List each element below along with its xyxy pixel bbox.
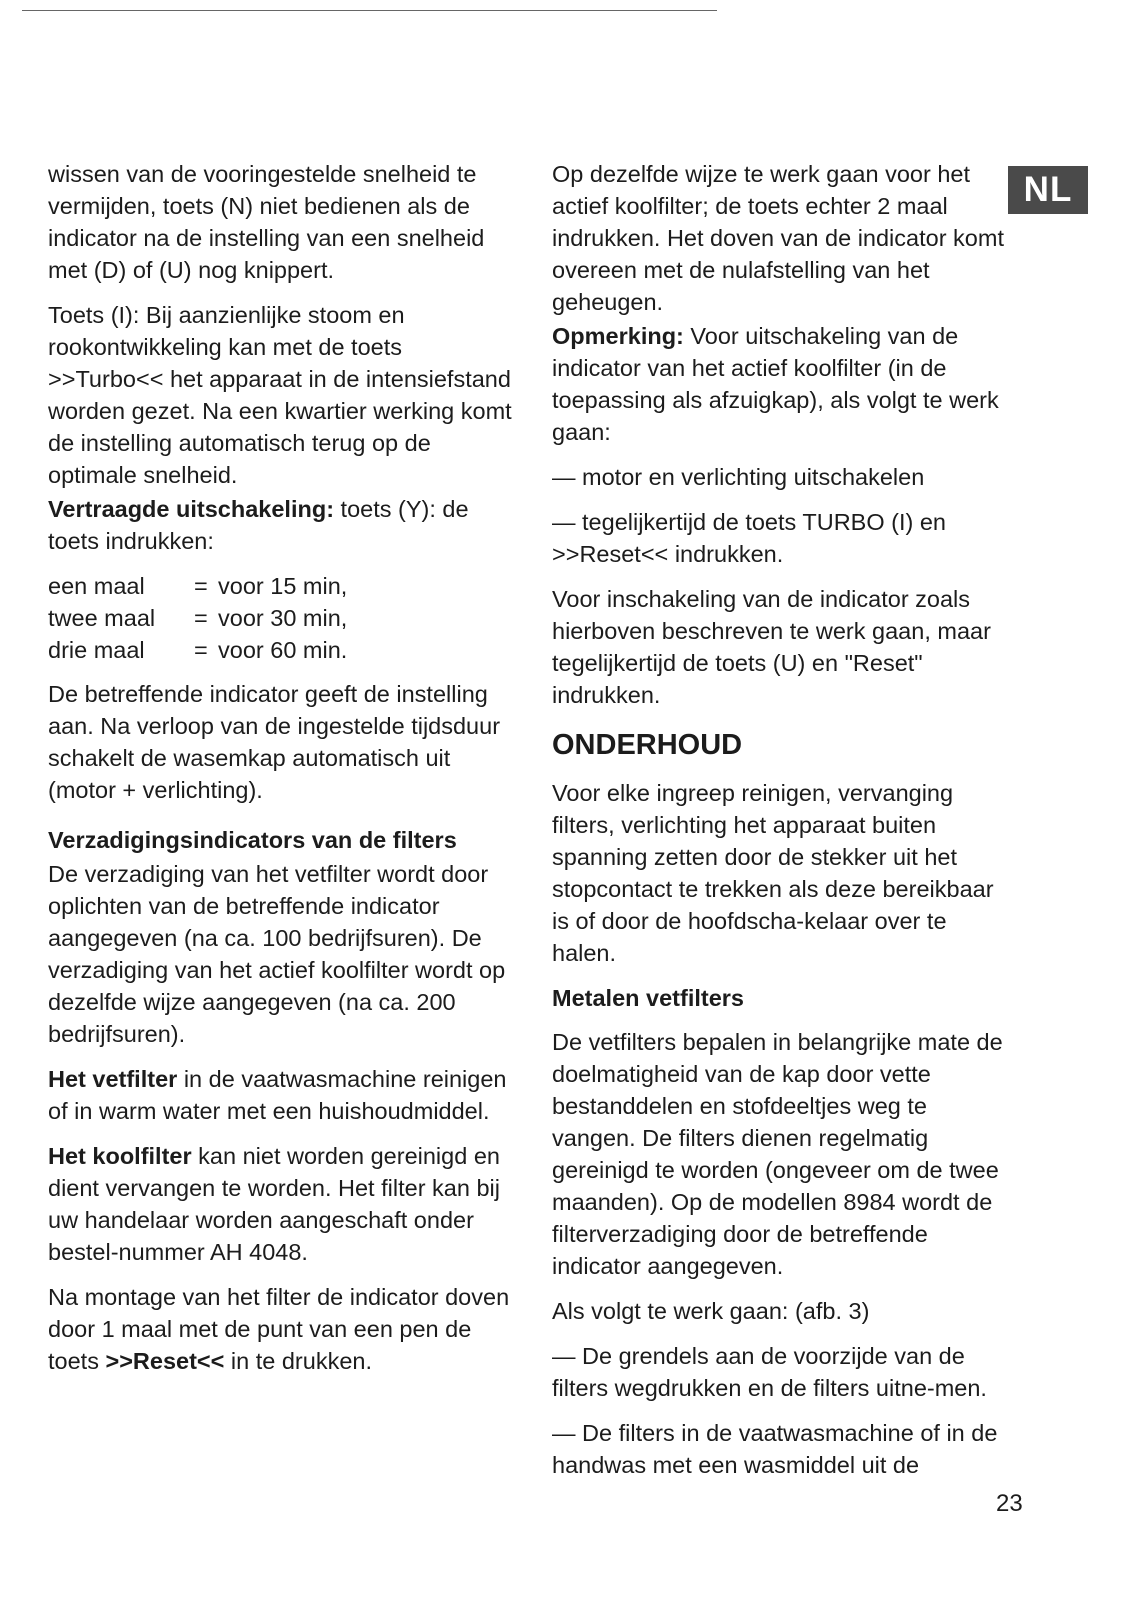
reset-label: >>Reset<<: [105, 1348, 225, 1374]
note-label: Opmerking:: [552, 323, 684, 349]
timer-equals: =: [194, 605, 208, 631]
step-item: — tegelijkertijd de toets TURBO (I) en >>Reset<< indrukken.: [552, 509, 946, 567]
delay-label: Vertraagde uitschakeling:: [48, 496, 335, 522]
timer-value: voor 60 min.: [218, 637, 348, 663]
paragraph-carbon-filter: [48, 1140, 518, 1268]
language-badge: NL: [1008, 166, 1088, 214]
timer-equals: =: [194, 573, 208, 599]
timer-row: [48, 634, 347, 666]
page-number: 23: [996, 1490, 1023, 1517]
timer-key: twee maal: [48, 605, 156, 631]
timer-table: [48, 570, 347, 666]
note-text: Voor uitschakeling van de indicator van het actief koolfilter (in de toepassing als afzuigkap), als volgt te werk gaan:: [552, 323, 999, 445]
paragraph-note: [552, 320, 1017, 448]
carbon-filter-text: kan niet worden gereinigd en dient vervangen te worden. Het filter kan bij uw handelaar worden aangeschaft onder bestel-nummer AH 4048.: [48, 1143, 500, 1265]
right-column: [552, 158, 1017, 1494]
reset-pre: Na montage van het filter de indicator doven door 1 maal met de punt van een pen de toets: [48, 1284, 510, 1374]
paragraph-enable: Voor inschakeling van de indicator zoals hierboven beschreven te werk gaan, maar tegelijkertijd de toets (U) en "Reset" indrukken.: [552, 586, 991, 708]
paragraph-maintenance: Voor elke ingreep reinigen, vervanging filters, verlichting het apparaat buiten spanning zetten door de stekker uit het stopcontact te trekken als deze bereikbaar is of door de hoofdscha-kelaar over te halen.: [552, 780, 994, 966]
grease-filter-text: in de vaatwasmachine reinigen of in warm water met een huishoudmiddel.: [48, 1066, 507, 1124]
paragraph-grease-filter: [48, 1063, 518, 1127]
paragraph-carbon-reset: Op dezelfde wijze te werk gaan voor het actief koolfilter; de toets echter 2 maal indrukken. Het doven van de indicator komt overeen met de nulafstelling van het geheugen.: [552, 161, 1004, 315]
section-heading: ONDERHOUD: [552, 729, 743, 761]
paragraph-how: Als volgt te werk gaan: (afb. 3): [552, 1298, 870, 1324]
paragraph-reset: [48, 1281, 518, 1377]
top-rule: [22, 10, 717, 11]
grease-filter-label: Het vetfilter: [48, 1066, 178, 1092]
paragraph-delay: [48, 493, 518, 557]
paragraph-indicator: De betreffende indicator geeft de instelling aan. Na verloop van de ingestelde tijdsduur schakelt de wasemkap automatisch uit (motor + verlichting).: [48, 681, 501, 803]
timer-value: voor 15 min,: [218, 573, 348, 599]
timer-equals: =: [194, 637, 208, 663]
paragraph-metal-filters: De vetfilters bepalen in belangrijke mate de doelmatigheid van de kap door vette bestanddelen en stofdeeltjes weg te vangen. De filters dienen regelmatig gereinigd te worden (ongeveer om de twee maanden). Op de modellen 8984 wordt de filterverzadiging door de betreffende indicator aangegeven.: [552, 1029, 1003, 1279]
step-item: — De filters in de vaatwasmachine of in de handwas met een wasmiddel uit de: [552, 1420, 998, 1478]
subsection-heading: Metalen vetfilters: [552, 985, 744, 1011]
step-item: — motor en verlichting uitschakelen: [552, 464, 925, 490]
carbon-filter-label: Het koolfilter: [48, 1143, 192, 1169]
paragraph-saturation: De verzadiging van het vetfilter wordt door oplichten van de betreffende indicator aangegeven (na ca. 100 bedrijfsuren). De verzadiging van het actief koolfilter wordt op dezelfde wijze aangegeven (na ca. 200 bedrijfsuren).: [48, 861, 506, 1047]
paragraph-turbo: Toets (I): Bij aanzienlijke stoom en rookontwikkeling kan met de toets >>Turbo<< het apparaat in de intensiefstand worden gezet. Na een kwartier werking komt de instelling automatisch terug op de optimale snelheid.: [48, 302, 512, 488]
timer-key: een maal: [48, 573, 145, 599]
timer-value: voor 30 min,: [218, 605, 348, 631]
delay-text: toets (Y): de toets indrukken:: [48, 496, 469, 554]
timer-row: [48, 570, 347, 602]
timer-row: [48, 602, 347, 634]
step-item: — De grendels aan de voorzijde van de filters wegdrukken en de filters uitne-men.: [552, 1343, 987, 1401]
timer-key: drie maal: [48, 637, 145, 663]
paragraph-speed: wissen van de vooringestelde snelheid te vermijden, toets (N) niet bedienen als de indicator na de instelling van een snelheid met (D) of (U) nog knippert.: [48, 161, 485, 283]
saturation-heading: Verzadigingsindicators van de filters: [48, 827, 457, 853]
reset-post: in te drukken.: [224, 1348, 372, 1374]
left-column: [48, 158, 518, 1390]
